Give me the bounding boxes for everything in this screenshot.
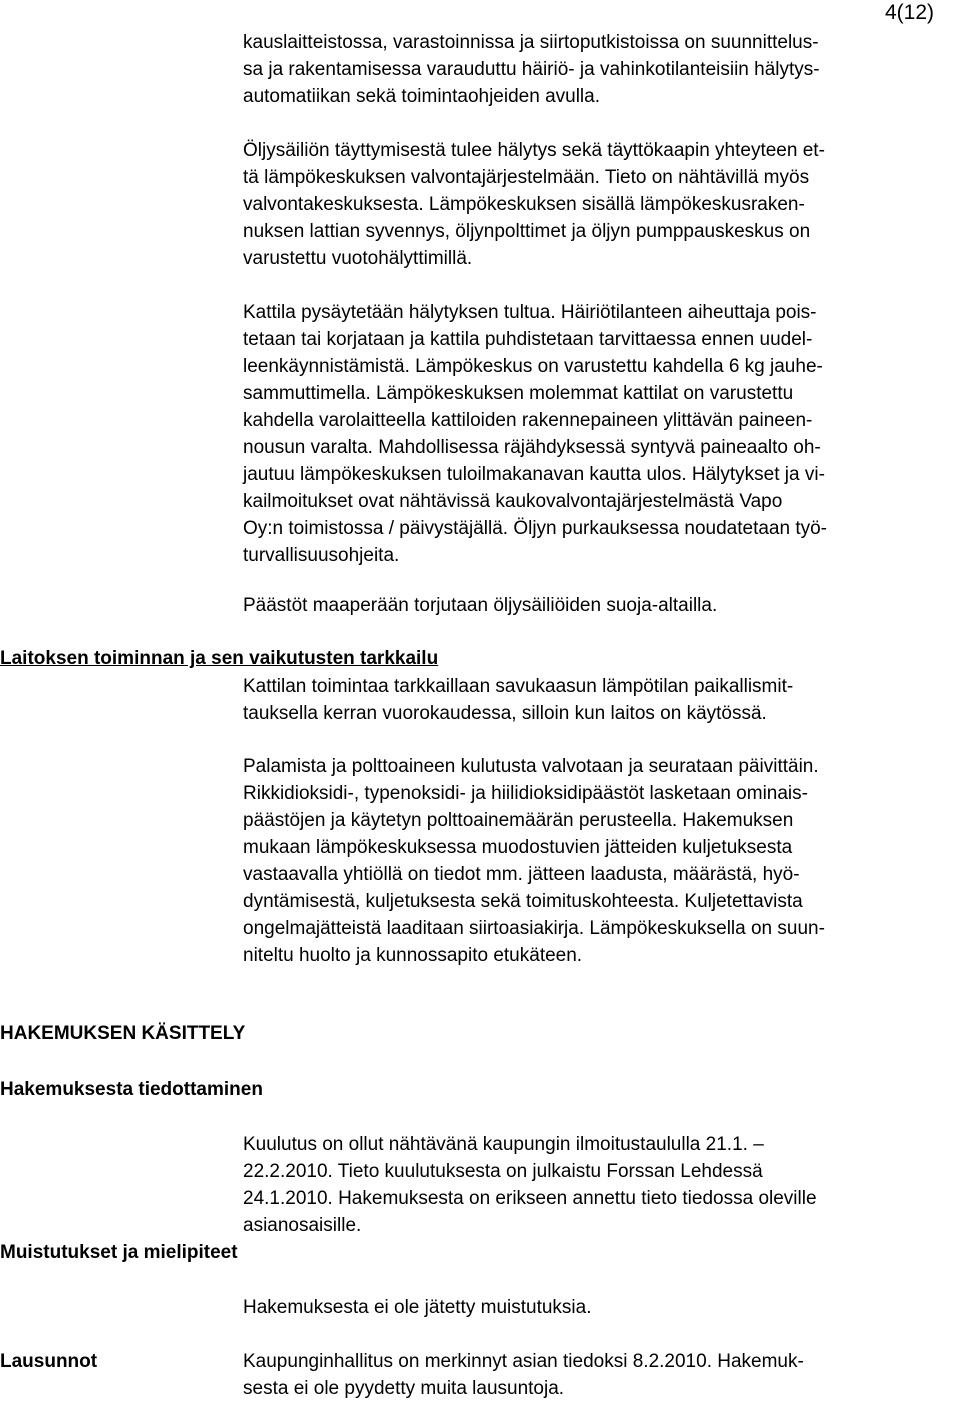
text-line: sesta ei ole pyydetty muita lausuntoja. <box>243 1378 565 1399</box>
text-line: kahdella varolaitteella kattiloiden rakennepaineen ylittävän paineen- <box>243 410 813 431</box>
text-line: tauksella kerran vuorokaudessa, silloin kun laitos on käytössä. <box>243 703 767 724</box>
section-heading-statements: Lausunnot <box>0 1351 98 1372</box>
text-line: tetaan tai korjataan ja kattila puhdistetaan tarvittaessa ennen uudel- <box>243 329 813 350</box>
text-line: Palamista ja polttoaineen kulutusta valvotaan ja seurataan päivittäin. <box>243 756 819 777</box>
text-line: Kuulutus on ollut nähtävänä kaupungin ilmoitustaululla 21.1. – <box>243 1134 764 1155</box>
text-line: kauslaitteistossa, varastoinnissa ja siirtoputkistoissa on suunnittelus- <box>243 32 819 53</box>
text-line: nousun varalta. Mahdollisessa räjähdyksessä syntyvä paineaalto oh- <box>243 437 821 458</box>
text-line: Kaupunginhallitus on merkinnyt asian tiedoksi 8.2.2010. Hakemuk- <box>243 1351 804 1372</box>
text-line: asianosaisille. <box>243 1215 362 1236</box>
text-line: ongelmajätteistä laaditaan siirtoasiakirja. Lämpökeskuksella on suun- <box>243 918 825 939</box>
text-line: 24.1.2010. Hakemuksesta on erikseen annettu tieto tiedossa oleville <box>243 1188 817 1209</box>
text-line: sa ja rakentamisessa varauduttu häiriö- ja vahinkotilanteisiin hälytys- <box>243 59 820 80</box>
section-heading-processing: HAKEMUKSEN KÄSITTELY <box>0 1023 246 1044</box>
text-line: dyntämisestä, kuljetuksesta sekä toimituskohteesta. Kuljetettavista <box>243 891 803 912</box>
text-line: Öljysäiliön täyttymisestä tulee hälytys sekä täyttökaapin yhteyteen et- <box>243 140 825 161</box>
text-line: leenkäynnistämistä. Lämpökeskus on varustettu kahdella 6 kg jauhe- <box>243 356 823 377</box>
text-line: vastaavalla yhtiöllä on tiedot mm. jätteen laadusta, määrästä, hyö- <box>243 864 800 885</box>
text-line: Kattila pysäytetään hälytyksen tultua. Häiriötilanteen aiheuttaja pois- <box>243 302 817 323</box>
text-line: tä lämpökeskuksen valvontajärjestelmään. Tieto on nähtävillä myös <box>243 167 810 188</box>
text-line: Oy:n toimistossa / päivystäjällä. Öljyn purkauksessa noudatetaan työ- <box>243 518 828 539</box>
section-heading-objections: Muistutukset ja mielipiteet <box>0 1242 238 1263</box>
text-line: Hakemuksesta ei ole jätetty muistutuksia. <box>243 1297 592 1318</box>
page-number: 4(12) <box>884 1 934 24</box>
section-heading-notification: Hakemuksesta tiedottaminen <box>0 1079 263 1100</box>
text-line: sammuttimella. Lämpökeskuksen molemmat kattilat on varustettu <box>243 383 794 404</box>
text-line: Rikkidioksidi-, typenoksidi- ja hiilidioksidipäästöt lasketaan ominais- <box>243 783 808 804</box>
text-line: varustettu vuotohälyttimillä. <box>243 248 473 269</box>
text-line: valvontakeskuksesta. Lämpökeskuksen sisällä lämpökeskusraken- <box>243 194 805 215</box>
text-line: turvallisuusohjeita. <box>243 545 400 566</box>
text-line: Kattilan toimintaa tarkkaillaan savukaasun lämpötilan paikallismit- <box>243 676 794 697</box>
text-line: nuksen lattian syvennys, öljynpolttimet ja öljyn pumppauskeskus on <box>243 221 811 242</box>
text-line: automatiikan sekä toimintaohjeiden avulla. <box>243 86 600 107</box>
text-line: mukaan lämpökeskuksessa muodostuvien jätteiden kuljetuksesta <box>243 837 793 858</box>
text-line: 22.2.2010. Tieto kuulutuksesta on julkaistu Forssan Lehdessä <box>243 1161 763 1182</box>
text-line: kailmoitukset ovat nähtävissä kaukovalvontajärjestelmästä Vapo <box>243 491 783 512</box>
section-heading-monitoring: Laitoksen toiminnan ja sen vaikutusten tarkkailu <box>0 648 439 669</box>
text-line: Päästöt maaperään torjutaan öljysäiliöiden suoja-altailla. <box>243 595 718 616</box>
text-line: jautuu lämpökeskuksen tuloilmakanavan kautta ulos. Hälytykset ja vi- <box>243 464 825 485</box>
text-line: päästöjen ja käytetyn polttoainemäärän perusteella. Hakemuksen <box>243 810 794 831</box>
text-line: niteltu huolto ja kunnossapito etukäteen. <box>243 945 583 966</box>
